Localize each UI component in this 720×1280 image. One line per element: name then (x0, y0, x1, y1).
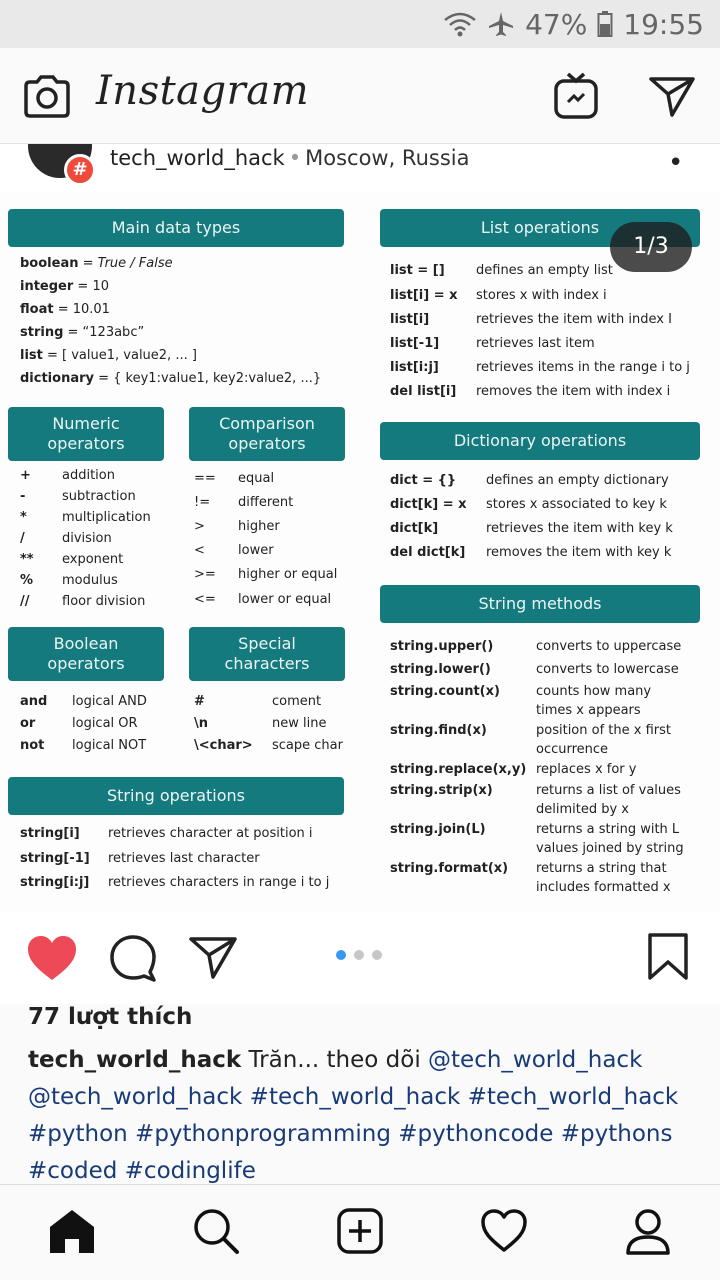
bookmark-icon[interactable] (646, 932, 690, 982)
data-type-name: list (20, 348, 43, 363)
activity-icon[interactable] (480, 1207, 528, 1255)
list-operation-code: del list[i] (390, 384, 457, 399)
carousel-dots (336, 950, 382, 960)
carousel-counter: 1/3 (610, 222, 692, 272)
string-operation-code: string[i:j] (20, 875, 90, 890)
airplane-icon (487, 10, 515, 38)
string-method-code: string.lower() (390, 662, 491, 677)
string-operation-desc: retrieves characters in range i to j (108, 875, 330, 890)
carousel-dot[interactable] (336, 950, 346, 960)
dict-operation-code: dict[k] (390, 521, 439, 536)
data-type-name: integer (20, 279, 74, 294)
comparison-operator-symbol: >= (194, 567, 216, 582)
data-type-value: = { key1:value1, key2:value2, ...} (93, 371, 322, 386)
string-method-code: string.strip(x) (390, 783, 493, 798)
numeric-operator-label: floor division (62, 594, 146, 609)
numeric-operator-symbol: ** (20, 552, 34, 567)
clock: 19:55 (623, 7, 704, 41)
string-method-code: string.join(L) (390, 822, 486, 837)
comparison-operator-label: different (238, 495, 294, 510)
profile-icon[interactable] (624, 1207, 672, 1255)
comparison-operator-label: lower or equal (238, 592, 332, 607)
share-icon[interactable] (188, 934, 238, 980)
string-method-desc-cont: delimited by x (536, 802, 629, 817)
list-operation-desc: defines an empty list (476, 263, 613, 278)
battery-icon (597, 10, 613, 38)
string-operations-header: String operations (8, 777, 344, 815)
data-type-example: True / False (97, 256, 173, 271)
dict-operation-desc: defines an empty dictionary (486, 473, 669, 488)
post-caption (28, 1042, 698, 1190)
hashtag[interactable]: #pythonprogramming (135, 1121, 391, 1147)
special-characters-header: Special characters (189, 627, 345, 681)
list-operation-desc: stores x with index i (476, 288, 607, 303)
numeric-operator-label: division (62, 531, 112, 546)
data-type-line (20, 325, 144, 340)
more-icon[interactable]: • (668, 148, 684, 178)
string-method-desc-cont: occurrence (536, 742, 609, 757)
battery-percent: 47% (525, 7, 588, 41)
list-operation-code: list = [] (390, 263, 445, 278)
hashtag[interactable]: @tech_world_hack (28, 1084, 243, 1110)
likes-count[interactable]: 77 lượt thích (28, 1004, 193, 1030)
comparison-operator-label: higher or equal (238, 567, 338, 582)
special-character-symbol: \n (194, 716, 209, 731)
main-data-types-header: Main data types (8, 209, 344, 247)
comparison-operator-symbol: != (194, 495, 211, 510)
hashtag[interactable]: #pythons (560, 1121, 673, 1147)
data-type-line (20, 279, 109, 294)
string-method-desc: counts how many (536, 684, 652, 699)
data-type-name: string (20, 325, 64, 340)
separator: • (288, 146, 302, 170)
string-method-desc: returns a string that (536, 861, 667, 876)
boolean-operator-label: logical NOT (72, 738, 147, 753)
string-method-desc: position of the x first (536, 723, 671, 738)
comparison-operator-label: higher (238, 519, 280, 534)
dictionary-operations-header: Dictionary operations (380, 422, 700, 460)
string-operation-code: string[-1] (20, 851, 90, 866)
numeric-operators-header: Numeric operators (8, 407, 164, 461)
post-username[interactable]: tech_world_hack (110, 146, 285, 170)
heart-icon[interactable] (26, 934, 78, 982)
comparison-operator-symbol: <= (194, 592, 216, 607)
comparison-operator-symbol: > (194, 519, 205, 534)
list-operation-code: list[i] = x (390, 288, 458, 303)
list-operation-code: list[i:j] (390, 360, 439, 375)
boolean-operator-keyword: or (20, 716, 36, 731)
comparison-operator-label: equal (238, 471, 275, 486)
app-header (0, 48, 720, 144)
carousel-dot[interactable] (372, 950, 382, 960)
list-operation-desc: retrieves the item with index I (476, 312, 672, 327)
numeric-operator-label: modulus (62, 573, 118, 588)
string-operation-desc: retrieves last character (108, 851, 260, 866)
string-method-code: string.find(x) (390, 723, 487, 738)
hashtag[interactable]: #tech_world_hack (249, 1084, 461, 1110)
hashtag-badge: # (64, 154, 96, 186)
list-operation-desc: removes the item with index i (476, 384, 671, 399)
home-icon[interactable] (48, 1207, 96, 1255)
numeric-operator-symbol: / (20, 531, 25, 546)
numeric-operator-symbol: // (20, 594, 30, 609)
hashtag[interactable]: @tech_world_hack (428, 1047, 643, 1073)
add-icon[interactable] (336, 1207, 384, 1255)
data-type-name: boolean (20, 256, 79, 271)
boolean-operator-keyword: and (20, 694, 48, 709)
data-type-value: = 10 (73, 279, 109, 294)
caption-text: Trăn... theo dõi (248, 1047, 421, 1073)
data-type-line (20, 302, 110, 317)
numeric-operator-label: exponent (62, 552, 124, 567)
post-location[interactable]: Moscow, Russia (305, 146, 470, 170)
dict-operation-code: dict[k] = x (390, 497, 467, 512)
data-type-value: = “123abc” (63, 325, 145, 340)
data-type-value: = (78, 256, 98, 271)
string-methods-header: String methods (380, 585, 700, 623)
string-method-desc: converts to lowercase (536, 662, 679, 677)
hashtag[interactable]: #pythoncode (398, 1121, 554, 1147)
comparison-operator-symbol: < (194, 543, 205, 558)
string-method-desc-cont: values joined by string (536, 841, 684, 856)
special-character-symbol: \<char> (194, 738, 253, 753)
string-method-code: string.replace(x,y) (390, 762, 527, 777)
post-actions (0, 912, 720, 1004)
special-character-label: scape char (272, 738, 343, 753)
data-type-name: dictionary (20, 371, 94, 386)
caption-username[interactable]: tech_world_hack (28, 1047, 242, 1073)
numeric-operator-symbol: * (20, 510, 27, 525)
string-method-code: string.format(x) (390, 861, 509, 876)
special-character-symbol: # (194, 694, 205, 709)
string-method-desc-cont: times x appears (536, 703, 641, 718)
string-operation-desc: retrieves character at position i (108, 826, 313, 841)
boolean-operator-label: logical AND (72, 694, 147, 709)
list-operation-code: list[-1] (390, 336, 440, 351)
hashtag[interactable]: #tech_world_hack (467, 1084, 679, 1110)
list-operation-desc: retrieves items in the range i to j (476, 360, 690, 375)
string-method-desc: returns a string with L (536, 822, 680, 837)
dict-operation-desc: removes the item with key k (486, 545, 672, 560)
carousel-dot[interactable] (354, 950, 364, 960)
boolean-operator-label: logical OR (72, 716, 138, 731)
data-type-line (20, 256, 173, 271)
data-type-value: = 10.01 (53, 302, 110, 317)
numeric-operator-label: subtraction (62, 489, 136, 504)
hashtag[interactable]: #python (28, 1121, 128, 1147)
numeric-operator-symbol: + (20, 468, 31, 483)
list-operation-desc: retrieves last item (476, 336, 595, 351)
hashtag[interactable]: #coded (28, 1158, 118, 1184)
hashtag[interactable]: #codinglife (124, 1158, 256, 1184)
dict-operation-code: del dict[k] (390, 545, 466, 560)
string-method-desc: replaces x for y (536, 762, 637, 777)
special-character-label: coment (272, 694, 322, 709)
app-logo: Instagram (96, 68, 310, 114)
string-method-desc-cont: includes formatted x (536, 880, 671, 895)
data-type-line (20, 371, 321, 386)
camera-icon[interactable] (22, 74, 72, 118)
boolean-operator-keyword: not (20, 738, 45, 753)
numeric-operator-label: addition (62, 468, 115, 483)
bottom-nav (0, 1184, 720, 1280)
numeric-operator-symbol: % (20, 573, 34, 588)
wifi-icon (443, 10, 477, 38)
string-method-desc: returns a list of values (536, 783, 681, 798)
list-operations-header: List operations (380, 209, 700, 247)
string-method-code: string.upper() (390, 639, 494, 654)
string-operation-code: string[i] (20, 826, 80, 841)
list-operation-code: list[i] (390, 312, 430, 327)
status-bar (0, 0, 720, 48)
special-character-label: new line (272, 716, 327, 731)
dict-operation-code: dict = {} (390, 473, 457, 488)
data-type-line (20, 348, 197, 363)
numeric-operator-symbol: - (20, 489, 26, 504)
dict-operation-desc: stores x associated to key k (486, 497, 667, 512)
igtv-icon[interactable] (552, 72, 600, 120)
comparison-operator-label: lower (238, 543, 274, 558)
dict-operation-desc: retrieves the item with key k (486, 521, 673, 536)
data-type-value: = [ value1, value2, ... ] (42, 348, 197, 363)
send-icon[interactable] (648, 74, 696, 118)
post-header (0, 144, 720, 192)
data-type-name: float (20, 302, 54, 317)
post-image[interactable] (0, 192, 720, 912)
string-method-desc: converts to uppercase (536, 639, 682, 654)
boolean-operators-header: Boolean operators (8, 627, 164, 681)
search-icon[interactable] (192, 1207, 240, 1255)
string-method-code: string.count(x) (390, 684, 500, 699)
comment-icon[interactable] (108, 934, 158, 982)
comparison-operators-header: Comparison operators (189, 407, 345, 461)
numeric-operator-label: multiplication (62, 510, 151, 525)
comparison-operator-symbol: == (194, 471, 216, 486)
